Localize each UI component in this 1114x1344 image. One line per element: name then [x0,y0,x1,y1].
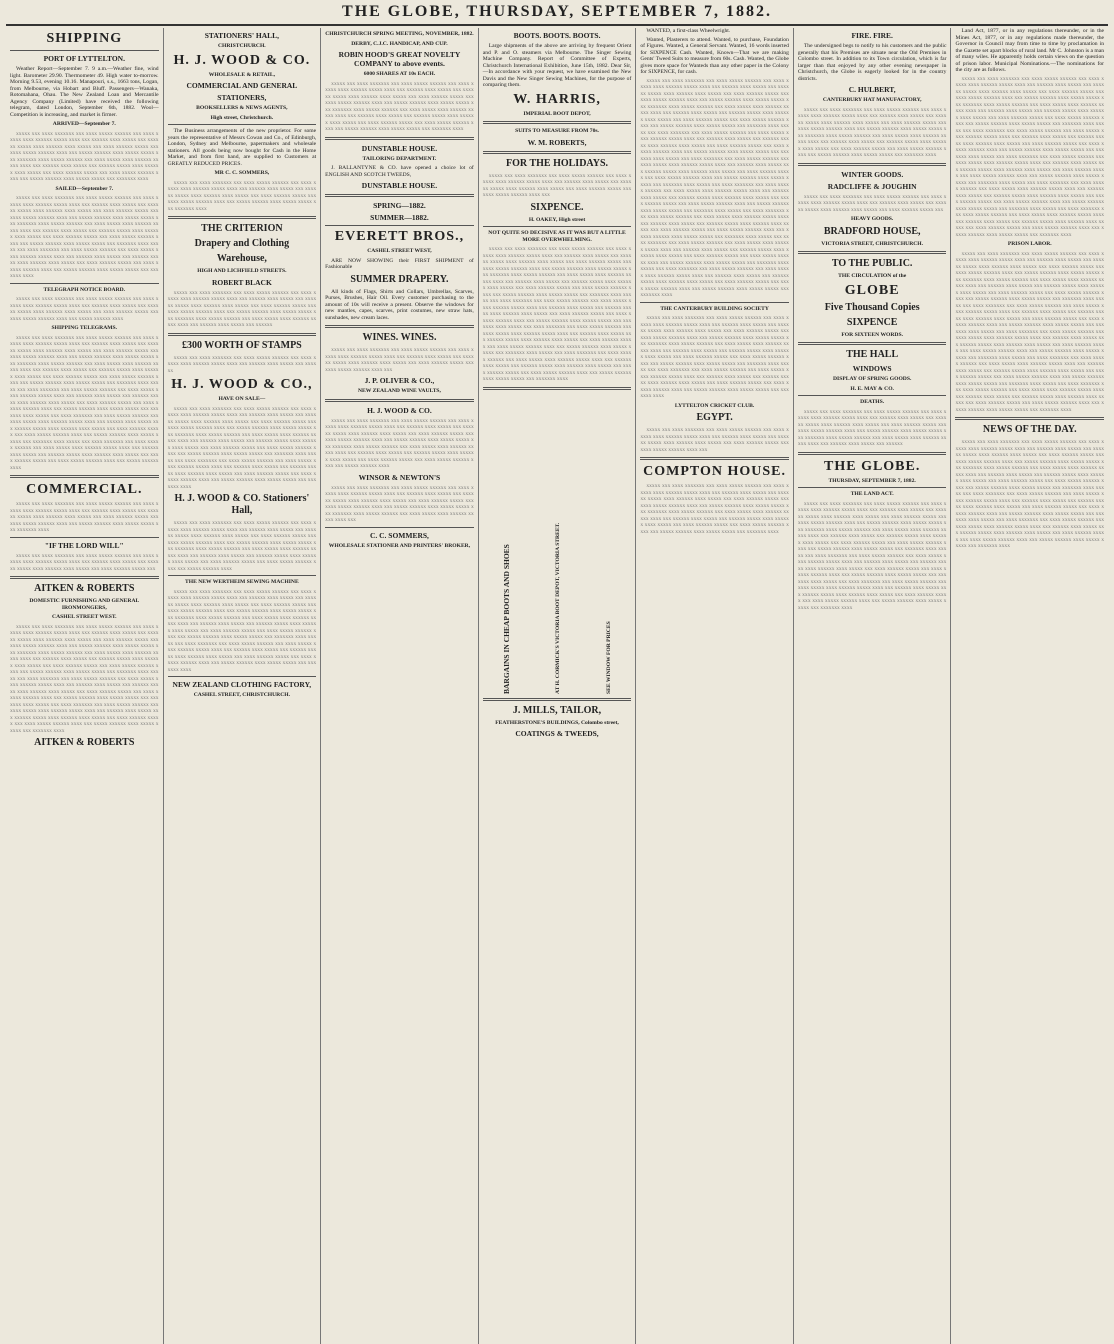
column-1: SHIPPING PORT OF LYTTELTON. Weather Report—September 7. 9 a.m.—Weather fine, wind light. Barometer 29.90. Thermometer 49. High water to-morrow. Morning 9.53, evening 10.16. Manapouri, s.s., 1663 tons, Logan, from Melbourne, via Hobart and Bluff. Passengers—Wanaka, Rotomahana, Ohau. The New Zealand Loan and Mercantile Agency Company (Limited) have received the following telegram, dated London, September 6th, 1882. Wool—Competition is increasing, and market is firmer. ARRIVED—September 7. xxxxx xxx xxxx xxxxxxx xxx xxxx xxxxx xxxxxx xxx xxxx xxxxx xxxx xxxxxx xxxxx xxxx xxx xxxxxx xxxx xxxxx xxx xxxxxx xxxxx xxxx xxxxxx xxxx xxxxx xxx xxxx xxxxxx xxxxx xxx xxxx xxxxx xxxxxx xxxx xxx xxxxx xxxxxx xxxx xxxxx xxxxx xxx xxxxxxx xxxx xxxxx xxxxxx xxx xxxx xxxxx xxxx xxxxxx xxxxx xxxx xxx xxxxxx xxxx xxxxx xxx xxxxxx xxxxx xxxx xxxxxx xxxx xxxxx xxx xxxx xxxxxx xxxxx xxx xxxx xxxxx xxxxxx xxxx xxx xxxxx xxxxxx xxxx xxxxx xxxxx xxx xxxxxxx xxxx SAILED—September 7. xxxxx xxx xxxx xxxxxxx xxx xxxx xxxxx xxxxxx xxx xxxx xxxxx xxxx xxxxxx xxxxx xxxx xxx xxxxxx xxxx xxxxx xxx xxxxxx xxxxx xxxx xxxxxx xxxx xxxxx xxx xxxx xxxxxx xxxxx xxx xxxx xxxxx xxxxxx xxxx xxx xxxxx xxxxxx xxxx xxxxx xxxxx xxx xxxxxxx xxxx xxxxx xxxxxx xxx xxxx xxxxx xxxx xxxxxx xxxxx xxxx xxx xxxxxx xxxx xxxxx xxx xxxxxx xxxxx xxxx xxxxxx xxxx xxxxx xxx xxxx xxxxxx xxxxx xxx xxxx xxxxx xxxxxx xxxx xxx xxxxx xxxxxx xxxx xxxxx xxxxx xxx xxxxxxx xxxx xxxxx xxx xxxx xxxxxxx xxx xxxx xxxxx xxxxxx xxx xxxx xxxxx xxxx xxxxxx xxxxx xxxx xxx xxxxxx xxxx xxxxx xxx xxxxxx xxxxx xxxx xxxxxx xxxx xxxxx xxx xxxx xxxxxx xxxxx xxx xxxx xxxxx xxxxxx xxxx xxx xxxxx xxxxxx xxxx xxxxx xxxxx xxx xxxxxxx xxxx TELEGRAPH NOTICE BOARD. xxxxx xxx xxxx xxxxxxx xxx xxxx xxxxx xxxxxx xxx xxxx xxxxx xxxx xxxxxx xxxxx xxxx xxx xxxxxx xxxx xxxxx xxx xxxxxx xxxxx xxxx xxxxxx xxxx xxxxx xxx xxxx xxxxxx xxxxx xxx xxxx xxxxx xxxxxx xxxx xxx xxxxx xxxxxx xxxx SHIPPING TELEGRAMS. xxxxx xxx xxxx xxxxxxx xxx xxxx xxxxx xxxxxx xxx xxxx xxxxx xxxx xxxxxx xxxxx xxxx xxx xxxxxx xxxx xxxxx xxx xxxxxx xxxxx xxxx xxxxxx xxxx xxxxx xxx xxxx xxxxxx xxxxx xxx xxxx xxxxx xxxxxx xxxx xxx xxxxx xxxxxx xxxx xxxxx xxxxx xxx xxxxxxx xxxx xxxxx xxxxxx xxx xxxx xxxxx xxxx xxxxxx xxxxx xxxx xxx xxxxxx xxxx xxxxx xxx xxxxxx xxxxx xxxx xxxxxx xxxx xxxxx xxx xxxx xxxxxx xxxxx xxx xxxx xxxxx xxxxxx xxxx xxx xxxxx xxxxxx xxxx xxxxx xxxxx xxx xxxxxxx xxxx xxxxx xxx xxxx xxxxxxx xxx xxxx xxxxx xxxxxx xxx xxxx xxxxx xxxx xxxxxx xxxxx xxxx xxx xxxxxx xxxx xxxxx xxx xxxxxx xxxxx xxxx xxxxxx xxxx xxxxx xxx xxxx xxxxxx xxxxx xxx xxxx xxxxx xxxxxx xxxx xxx xxxxx xxxxxx xxxx xxxxx xxxxx xxx xxxxxxx xxxx xxxxx xxx xxxx xxxxxxx xxx xxxx xxxxx xxxxxx xxx xxxx xxxxx xxxx xxxxxx xxxxx xxxx xxx xxxxxx xxxx xxxxx xxx xxxxxx xxxxx xxxx xxxxxx xxxx xxxxx xxx xxxx xxxxxx xxxxx xxx xxxx xxxxx xxxxxx xxxx xxx xxxxx xxxxxx xxxx xxxxx xxxxx xxx xxxxxxx xxxx xxxxx xxx xxxx xxxxxxx xxx xxxx xxxxx xxxxxx xxx xxxx xxxxx xxxx xxxxxx xxxxx xxxx xxx xxxxxx xxxx xxxxx xxx xxxxxx xxxxx xxxx xxxxxx xxxx xxxxx xxx xxxx xxxxxx xxxxx xxx xxxx xxxxx xxxxxx xxxx xxx xxxxx xxxxxx xxxx COMMERCIAL. xxxxx xxx xxxx xxxxxxx xxx xxxx xxxxx xxxxxx xxx xxxx xxxxx xxxx xxxxxx xxxxx xxxx xxx xxxxxx xxxx xxxxx xxx xxxxxx xxxxx xxxx xxxxxx xxxx xxxxx xxx xxxx xxxxxx xxxxx xxx xxxx xxxxx xxxxxx xxxx xxx xxxxx xxxxxx xxxx xxxxx xxxxx xxx xxxxxxx xxxx "IF THE LORD WILL" xxxxx xxx xxxx xxxxxxx xxx xxxx xxxxx xxxxxx xxx xxxx xxxxx xxxx xxxxxx xxxxx xxxx xxx xxxxxx xxxx xxxxx xxx xxxxxx xxxxx xxxx xxxxxx xxxx xxxxx xxx xxxx xxxxxx xxxxx xxx AITKEN & ROBERTS DOMESTIC FURNISHING AND GENERAL IRONMONGERS, CASHEL STREET WEST. xxxxx xxx xxxx xxxxxxx xxx xxxx xxxxx xxxxxx xxx xxxx xxxxx xxxx xxxxxx xxxxx xxxx xxx xxxxxx xxxx xxxxx xxx xxxxxx xxxxx xxxx xxxxxx xxxx xxxxx xxx xxxx xxxxxx xxxxx xxx xxxx xxxxx xxxxxx xxxx xxx xxxxx xxxxxx xxxx xxxxx xxxxx xxx xxxxxxx xxxx xxxxx xxxxxx xxx xxxx xxxxx xxxx xxxxxx xxxxx xxxx xxx xxxxxx xxxx xxxxx xxx xxxxxx xxxxx xxxx xxxxxx xxxx xxxxx xxx xxxx xxxxxx xxxxx xxx xxxx xxxxx xxxxxx xxxx xxx xxxxx xxxxxx xxxx xxxxx xxxxx xxx xxxxxxx xxxx xxxxx xxx xxxx xxxxxxx xxx xxxx xxxxx xxxxxx xxx xxxx xxxxx xxxx xxxxxx xxxxx xxxx xxx xxxxxx xxxx xxxxx xxx xxxxxx xxxxx xxxx xxxxxx xxxx xxxxx xxx xxxx xxxxxx xxxxx xxx xxxx xxxxx xxxxxx xxxx xxx xxxxx xxxxxx xxxx xxxxx xxxxx xxx xxxxxxx xxxx xxxxx xxx xxxx xxxxxxx xxx xxxx xxxxx xxxxxx xxx xxxx xxxxx xxxx xxxxxx xxxxx xxxx xxx xxxxxx xxxx xxxxx xxx xxxxxx xxxxx xxxx xxxxxx xxxx xxxxx xxx xxxx xxxxxx xxxxx xxx xxxx xxxxx xxxxxx xxxx xxx xxxxx xxxxxx xxxx xxxxx xxxxx xxx xxxxxxx xxxx AITKEN & ROBERTS [6,28,164,1344]
globe-date: THURSDAY, SEPTEMBER 7, 1882. [828,477,916,484]
nz-clothing-address: CASHEL STREET, CHRISTCHURCH. [193,692,290,698]
criterion-address: HIGH AND LICHFIELD STREETS. [197,268,287,274]
winter-goods-heading: WINTER GOODS. [841,169,904,179]
high-street-label: High street, Christchurch. [210,114,274,121]
masthead-title: THE GLOBE, THURSDAY, SEPTEMBER 7, 1882. [342,3,772,20]
bargains-vertical: BARGAINS IN CHEAP BOOTS AND SHOES [501,543,511,694]
prison-labor-heading: PRISON LABOR. [1007,241,1052,247]
roberts-heading: W. M. ROBERTS, [527,137,587,147]
radcliffe-heading: RADCLIFFE & JOUGHIN [827,181,917,191]
stationers-heading: STATIONERS' HALL, [204,31,280,40]
oakey-label: H. OAKEY, High street [528,216,586,223]
derby-label: DERBY, C.J.C. HANDICAP, AND CUP. [351,40,448,47]
commercial-heading: COMMERCIAL. [26,482,143,497]
drapery-label: Drapery and Clothing [194,238,290,249]
ballantyne-text: J. BALLANTYNE & CO. have opened a choice lot of ENGLISH AND SCOTCH TWEEDS, [325,165,474,178]
wines-heading: WINES. WINES. [362,332,437,343]
harris-heading: W. HARRIS, [513,91,601,107]
circulation-label: THE CIRCULATION of the [838,273,907,279]
windows-label: WINDOWS [852,364,892,373]
five-thousand-heading: Five Thousand Copies [824,301,920,313]
bradford-address: VICTORIA STREET, CHRISTCHURCH. [821,240,924,247]
spring-label: SPRING—1882. [373,201,426,210]
summer-drapery-label: SUMMER DRAPERY. [350,273,449,285]
sommers-heading: C. C. SOMMERS, [369,530,429,540]
tailoring-label: TAILORING DEPARTMENT. [362,155,437,162]
cormick-vertical: AT H. CORMICK'S VICTORIA BOOT DEPOT, VICTORIA STREET. [555,522,562,694]
sailed-heading: SAILED—September 7. [55,185,114,192]
masthead [6,0,1108,26]
winsor-heading: WINSOR & NEWTON'S [358,472,441,482]
hjwood-body: The Business arrangements of the new proprietor. For some years the representative of Messrs Cowan and Co., of Edinburgh, London, Sydney and Melbourne, papermakers and wholesale stationers. All goods being now bought for Cash in the Home Market, and from first hand, are supplied to Customers at GREATLY REDUCED PRICES. [167,128,317,167]
aitken-sub: DOMESTIC FURNISHING AND GENERAL IRONMONGERS, [29,598,140,611]
land-act-heading: THE LAND ACT. [850,491,894,497]
notquite-label: NOT QUITE SO DECISIVE AS IT WAS BUT A LITTLE MORE OVERWHELMING. [488,230,626,243]
spring-meeting-heading: CHRISTCHURCH SPRING MEETING, NOVEMBER, 1882. [325,31,474,37]
fire-body: The undersigned begs to notify to his customers and the public generally that his Premises are situate near the Old Premises in Colombo street. In addition to its Town circulation, which is far larger than that enjoyed by any other evening newspaper in Christchurch, the Globe is eagerly looked for in the country districts. [797,43,947,82]
aitken-footer: AITKEN & ROBERTS [34,737,135,748]
wanted-wheelwright: WANTED, a first-class Wheelwright. [646,28,731,34]
suits-label: SUITS TO MEASURE FROM 70s. [515,128,599,134]
hjwood-heading-3: H. J. WOOD & CO. Stationers' Hall, [174,493,310,516]
telegraph-heading: TELEGRAPH NOTICE BOARD. [43,286,126,293]
booksellers-label: BOOKSELLERS & NEWS AGENTS, [196,105,288,111]
showing-text: ARE NOW SHOWING their FIRST SHIPMENT of Fashionable [325,257,474,270]
wholesale-label: WHOLESALE & RETAIL, [208,71,275,78]
wertheim-heading: THE NEW WERTHEIM SEWING MACHINE [185,579,299,585]
news-of-day-heading: NEWS OF THE DAY. [982,424,1077,435]
everett-address: CASHEL STREET WEST, [367,248,432,254]
building-society-heading: THE CANTERBURY BUILDING SOCIETY [660,305,769,312]
column-7-body: Land Act, 1877, or in any regulations thereunder, or in the Mines Act, 1877, or in any regulations made thereunder, the Governor in Council may from time to time by proclamation in the Gazette set apart blocks of rural land. Mr C. Johnston is a man of many wiles. He apparently holds certain views on the question of prison labor. Municipal Nominations.—The nominations for the city are as follows. [955,28,1105,73]
robert-black-label: ROBERT BLACK [211,277,272,287]
may-label: H. E. MAY & CO. [850,385,894,392]
mills-heading: J. MILLS, TAILOR, [512,704,602,716]
deaths-heading: DEATHS. [860,399,885,405]
fire-heading: FIRE. FIRE. [851,31,893,40]
mills-sub: FEATHERSTONE'S BUILDINGS, Colombo street, [495,719,619,726]
hat-factory-label: CANTERBURY HAT MANUFACTORY, [822,97,922,103]
column-7: Land Act, 1877, or in any regulations thereunder, or in the Mines Act, 1877, or in any regulations made thereunder, the Governor in Council may from time to time by proclamation in the Gazette set apart blocks of rural land. Mr C. Johnston is a man of many wiles. He apparently holds certain views on the question of prison labor. Municipal Nominations.—The nominations for the city are as follows. xxxxx xxx xxxx xxxxxxx xxx xxxx xxxxx xxxxxx xxx xxxx xxxxx xxxx xxxxxx xxxxx xxxx xxx xxxxxx xxxx xxxxx xxx xxxxxx xxxxx xxxx xxxxxx xxxx xxxxx xxx xxxx xxxxxx xxxxx xxx xxxx xxxxx xxxxxx xxxx xxx xxxxx xxxxxx xxxx xxxxx xxxxx xxx xxxxxxx xxxx xxxxx xxxxxx xxx xxxx xxxxx xxxx xxxxxx xxxxx xxxx xxx xxxxxx xxxx xxxxx xxx xxxxxx xxxxx xxxx xxxxxx xxxx xxxxx xxx xxxx xxxxxx xxxxx xxx xxxx xxxxx xxxxxx xxxx xxx xxxxx xxxxxx xxxx xxxxx xxxxx xxx xxxxxxx xxxx xxxxx xxx xxxx xxxxxxx xxx xxxx xxxxx xxxxxx xxx xxxx xxxxx xxxx xxxxxx xxxxx xxxx xxx xxxxxx xxxx xxxxx xxx xxxxxx xxxxx xxxx xxxxxx xxxx xxxxx xxx xxxx xxxxxx xxxxx xxx xxxx xxxxx xxxxxx xxxx xxx xxxxx xxxxxx xxxx xxxxx xxxxx xxx xxxxxxx xxxx xxxxx xxx xxxx xxxxxxx xxx xxxx xxxxx xxxxxx xxx xxxx xxxxx xxxx xxxxxx xxxxx xxxx xxx xxxxxx xxxx xxxxx xxx xxxxxx xxxxx xxxx xxxxxx xxxx xxxxx xxx xxxx xxxxxx xxxxx xxx xxxx xxxxx xxxxxx xxxx xxx xxxxx xxxxxx xxxx xxxxx xxxxx xxx xxxxxxx xxxx xxxxx xxx xxxx xxxxxxx xxx xxxx xxxxx xxxxxx xxx xxxx xxxxx xxxx xxxxxx xxxxx xxxx xxx xxxxxx xxxx xxxxx xxx xxxxxx xxxxx xxxx xxxxxx xxxx xxxxx xxx xxxx xxxxxx xxxxx xxx xxxx xxxxx xxxxxx xxxx xxx xxxxx xxxxxx xxxx xxxxx xxxxx xxx xxxxxxx xxxx xxxxx xxx xxxx xxxxxxx xxx xxxx xxxxx xxxxxx xxx xxxx xxxxx xxxx xxxxxx xxxxx xxxx xxx xxxxxx xxxx xxxxx xxx xxxxxx xxxxx xxxx xxxxxx xxxx xxxxx xxx xxxx xxxxxx xxxxx xxx xxxx xxxxx xxxxxx xxxx xxx xxxxx xxxxxx xxxx xxxxx xxxxx xxx xxxxxxx xxxx PRISON LABOR. xxxxx xxx xxxx xxxxxxx xxx xxxx xxxxx xxxxxx xxx xxxx xxxxx xxxx xxxxxx xxxxx xxxx xxx xxxxxx xxxx xxxxx xxx xxxxxx xxxxx xxxx xxxxxx xxxx xxxxx xxx xxxx xxxxxx xxxxx xxx xxxx xxxxx xxxxxx xxxx xxx xxxxx xxxxxx xxxx xxxxx xxxxx xxx xxxxxxx xxxx xxxxx xxxxxx xxx xxxx xxxxx xxxx xxxxxx xxxxx xxxx xxx xxxxxx xxxx xxxxx xxx xxxxxx xxxxx xxxx xxxxxx xxxx xxxxx xxx xxxx xxxxxx xxxxx xxx xxxx xxxxx xxxxxx xxxx xxx xxxxx xxxxxx xxxx xxxxx xxxxx xxx xxxxxxx xxxx xxxxx xxx xxxx xxxxxxx xxx xxxx xxxxx xxxxxx xxx xxxx xxxxx xxxx xxxxxx xxxxx xxxx xxx xxxxxx xxxx xxxxx xxx xxxxxx xxxxx xxxx xxxxxx xxxx xxxxx xxx xxxx xxxxxx xxxxx xxx xxxx xxxxx xxxxxx xxxx xxx xxxxx xxxxxx xxxx xxxxx xxxxx xxx xxxxxxx xxxx xxxxx xxx xxxx xxxxxxx xxx xxxx xxxxx xxxxxx xxx xxxx xxxxx xxxx xxxxxx xxxxx xxxx xxx xxxxxx xxxx xxxxx xxx xxxxxx xxxxx xxxx xxxxxx xxxx xxxxx xxx xxxx xxxxxx xxxxx xxx xxxx xxxxx xxxxxx xxxx xxx xxxxx xxxxxx xxxx xxxxx xxxxx xxx xxxxxxx xxxx xxxxx xxx xxxx xxxxxxx xxx xxxx xxxxx xxxxxx xxx xxxx xxxxx xxxx xxxxxx xxxxx xxxx xxx xxxxxx xxxx xxxxx xxx xxxxxx xxxxx xxxx xxxxxx xxxx xxxxx xxx xxxx xxxxxx xxxxx xxx xxxx xxxxx xxxxxx xxxx xxx xxxxx xxxxxx xxxx xxxxx xxxxx xxx xxxxxxx xxxx xxxxx xxx xxxx xxxxxxx xxx xxxx xxxxx xxxxxx xxx xxxx xxxxx xxxx xxxxxx xxxxx xxxx xxx xxxxxx xxxx xxxxx xxx xxxxxx xxxxx xxxx xxxxxx xxxx xxxxx xxx xxxx xxxxxx xxxxx xxx xxxx xxxxx xxxxxx xxxx xxx xxxxx xxxxxx xxxx xxxxx xxxxx xxx xxxxxxx xxxx NEWS OF THE DAY. xxxxx xxx xxxx xxxxxxx xxx xxxx xxxxx xxxxxx xxx xxxx xxxxx xxxx xxxxxx xxxxx xxxx xxx xxxxxx xxxx xxxxx xxx xxxxxx xxxxx xxxx xxxxxx xxxx xxxxx xxx xxxx xxxxxx xxxxx xxx xxxx xxxxx xxxxxx xxxx xxx xxxxx xxxxxx xxxx xxxxx xxxxx xxx xxxxxxx xxxx xxxxx xxxxxx xxx xxxx xxxxx xxxx xxxxxx xxxxx xxxx xxx xxxxxx xxxx xxxxx xxx xxxxxx xxxxx xxxx xxxxxx xxxx xxxxx xxx xxxx xxxxxx xxxxx xxx xxxx xxxxx xxxxxx xxxx xxx xxxxx xxxxxx xxxx xxxxx xxxxx xxx xxxxxxx xxxx xxxxx xxx xxxx xxxxxxx xxx xxxx xxxxx xxxxxx xxx xxxx xxxxx xxxx xxxxxx xxxxx xxxx xxx xxxxxx xxxx xxxxx xxx xxxxxx xxxxx xxxx xxxxxx xxxx xxxxx xxx xxxx xxxxxx xxxxx xxx xxxx xxxxx xxxxxx xxxx xxx xxxxx xxxxxx xxxx xxxxx xxxxx xxx xxxxxxx xxxx xxxxx xxx xxxx xxxxxxx xxx xxxx xxxxx xxxxxx xxx xxxx xxxxx xxxx xxxxxx xxxxx xxxx xxx xxxxxx xxxx xxxxx xxx xxxxxx xxxxx xxxx xxxxxx xxxx xxxxx xxx xxxx xxxxxx xxxxx xxx xxxx xxxxx xxxxxx xxxx xxx xxxxx xxxxxx xxxx xxxxx xxxxx xxx xxxxxxx xxxx [955,28,1105,549]
hjwood-heading: H. J. WOOD & CO. [173,52,311,68]
coatings-label: COATINGS & TWEEDS, [515,729,599,738]
oliver-heading: J. P. OLIVER & CO., [364,376,435,385]
lord-will-heading: "IF THE LORD WILL" [44,540,124,550]
egypt-heading: EGYPT. [696,412,733,423]
stationers-label: STATIONERS, [217,93,267,102]
wanted-body: Wanted, Plasterers to attend. Wanted, to purchase, Foundation of Figures. Wanted, a General Servant. Wanted, 16 words inserted for SIXPENCE Cash. Wanted, Known—That we are making Gents' Tweed Suits to measure from 60s. Cash. Wanted, the Globe gives more space for Wanteds than any other paper in the Colony for SIXPENCE, for cash. [640,36,789,75]
sixpence-heading: SIXPENCE. [530,201,584,213]
heavy-goods-label: HEAVY GOODS. [851,216,894,222]
arrived-heading: ARRIVED—September 7. [52,121,116,127]
sommers-sub: WHOLESALE STATIONER AND PRINTERS' BROKER, [328,542,471,549]
hjwood-heading-2: H. J. WOOD & CO., [171,377,313,392]
column-3: CHRISTCHURCH SPRING MEETING, NOVEMBER, 1882. DERBY, C.J.C. HANDICAP, AND CUP. ROBIN HOOD'S GREAT NOVELTY COMPANY to above events. 6000 SHARES AT 10s EACH. xxxxx xxx xxxx xxxxxxx xxx xxxx xxxxx xxxxxx xxx xxxx xxxxx xxxx xxxxxx xxxxx xxxx xxx xxxxxx xxxx xxxxx xxx xxxxxx xxxxx xxxx xxxxxx xxxx xxxxx xxx xxxx xxxxxx xxxxx xxx xxxx xxxxx xxxxxx xxxx xxx xxxxx xxxxxx xxxx xxxxx xxxxx xxx xxxxxxx xxxx xxxxx xxxxxx xxx xxxx xxxxx xxxx xxxxxx xxxxx xxxx xxx xxxxxx xxxx xxxxx xxx xxxxxx xxxxx xxxx xxxxxx xxxx xxxxx xxx xxxx xxxxxx xxxxx xxx xxxx xxxxx xxxxxx xxxx xxx xxxxx xxxxxx xxxx xxxxx xxxxx xxx xxxxxxx xxxx DUNSTABLE HOUSE. TAILORING DEPARTMENT. J. BALLANTYNE & CO. have opened a choice lot of ENGLISH AND SCOTCH TWEEDS, DUNSTABLE HOUSE. SPRING—1882. SUMMER—1882. EVERETT BROS., CASHEL STREET WEST, ARE NOW SHOWING their FIRST SHIPMENT of Fashionable SUMMER DRAPERY. All kinds of Flags, Shirts and Collars, Umbrellas, Scarves, Purses, Brushes, Hair Oil. Every customer purchasing to the amount of 10s will receive a present. Observe the windows for new mantles, capes, scarves, print costumes, new straw hats, sunshades, new cream laces. WINES. WINES. xxxxx xxx xxxx xxxxxxx xxx xxxx xxxxx xxxxxx xxx xxxx xxxxx xxxx xxxxxx xxxxx xxxx xxx xxxxxx xxxx xxxxx xxx xxxxxx xxxxx xxxx xxxxxx xxxx xxxxx xxx xxxx xxxxxx xxxxx xxx xxxx xxxxx xxxxxx xxxx xxx J. P. OLIVER & CO., NEW ZEALAND WINE VAULTS, H. J. WOOD & CO. xxxxx xxx xxxx xxxxxxx xxx xxxx xxxxx xxxxxx xxx xxxx xxxxx xxxx xxxxxx xxxxx xxxx xxx xxxxxx xxxx xxxxx xxx xxxxxx xxxxx xxxx xxxxxx xxxx xxxxx xxx xxxx xxxxxx xxxxx xxx xxxx xxxxx xxxxxx xxxx xxx xxxxx xxxxxx xxxx xxxxx xxxxx xxx xxxxxxx xxxx xxxxx xxxxxx xxx xxxx xxxxx xxxx xxxxxx xxxxx xxxx xxx xxxxxx xxxx xxxxx xxx xxxxxx xxxxx xxxx xxxxxx xxxx xxxxx xxx xxxx xxxxxx xxxxx xxx xxxx xxxxx xxxxxx xxxx xxx xxxxx xxxxxx xxxx WINSOR & NEWTON'S xxxxx xxx xxxx xxxxxxx xxx xxxx xxxxx xxxxxx xxx xxxx xxxxx xxxx xxxxxx xxxxx xxxx xxx xxxxxx xxxx xxxxx xxx xxxxxx xxxxx xxxx xxxxxx xxxx xxxxx xxx xxxx xxxxxx xxxxx xxx xxxx xxxxx xxxxxx xxxx xxx xxxxx xxxxxx xxxx xxxxx xxxxx xxx xxxxxxx xxxx xxxxx xxxxxx xxx xxxx xxxxx xxxx xxxxxx xxxxx xxxx xxx C. C. SOMMERS, WHOLESALE STATIONER AND PRINTERS' BROKER, [321,28,479,1344]
for-words-label: FOR SIXTEEN WORDS. [841,331,903,338]
boots-heading: BOOTS. BOOTS. BOOTS. [513,31,601,40]
sixpence-label: SIXPENCE [846,316,898,328]
shares-label: 6000 SHARES AT 10s EACH. [363,71,436,77]
display-label: DISPLAY OF SPRING GOODS. [833,376,912,382]
column-4: BOOTS. BOOTS. BOOTS. Large shipments of the above are arriving by frequent Orient and P. and O. steamers via Melbourne. The Singer Sewing Machine Company. Report of Committee of Experts, Christchurch International Exhibition, June 15th, 1882. Dear Sir,—In accordance with your request, we have examined the New Davis and the New Singer Sewing Machines, for the purpose of comparing them. W. HARRIS, IMPERIAL BOOT DEPOT, SUITS TO MEASURE FROM 70s. W. M. ROBERTS, FOR THE HOLIDAYS. xxxxx xxx xxxx xxxxxxx xxx xxxx xxxxx xxxxxx xxx xxxx xxxxx xxxx xxxxxx xxxxx xxxx xxx xxxxxx xxxx xxxxx xxx xxxxxx xxxxx xxxx xxxxxx xxxx xxxxx xxx xxxx xxxxxx xxxxx xxx xxxx xxxxx xxxxxx xxxx xxx SIXPENCE. H. OAKEY, High street NOT QUITE SO DECISIVE AS IT WAS BUT A LITTLE MORE OVERWHELMING. xxxxx xxx xxxx xxxxxxx xxx xxxx xxxxx xxxxxx xxx xxxx xxxxx xxxx xxxxxx xxxxx xxxx xxx xxxxxx xxxx xxxxx xxx xxxxxx xxxxx xxxx xxxxxx xxxx xxxxx xxx xxxx xxxxxx xxxxx xxx xxxx xxxxx xxxxxx xxxx xxx xxxxx xxxxxx xxxx xxxxx xxxxx xxx xxxxxxx xxxx xxxxx xxxxxx xxx xxxx xxxxx xxxx xxxxxx xxxxx xxxx xxx xxxxxx xxxx xxxxx xxx xxxxxx xxxxx xxxx xxxxxx xxxx xxxxx xxx xxxx xxxxxx xxxxx xxx xxxx xxxxx xxxxxx xxxx xxx xxxxx xxxxxx xxxx xxxxx xxxxx xxx xxxxxxx xxxx xxxxx xxx xxxx xxxxxxx xxx xxxx xxxxx xxxxxx xxx xxxx xxxxx xxxx xxxxxx xxxxx xxxx xxx xxxxxx xxxx xxxxx xxx xxxxxx xxxxx xxxx xxxxxx xxxx xxxxx xxx xxxx xxxxxx xxxxx xxx xxxx xxxxx xxxxxx xxxx xxx xxxxx xxxxxx xxxx xxxxx xxxxx xxx xxxxxxx xxxx xxxxx xxx xxxx xxxxxxx xxx xxxx xxxxx xxxxxx xxx xxxx xxxxx xxxx xxxxxx xxxxx xxxx xxx xxxxxx xxxx xxxxx xxx xxxxxx xxxxx xxxx xxxxxx xxxx xxxxx xxx xxxx xxxxxx xxxxx xxx xxxx xxxxx xxxxxx xxxx xxx xxxxx xxxxxx xxxx xxxxx xxxxx xxx xxxxxxx xxxx xxxxx xxx xxxx xxxxxxx xxx xxxx xxxxx xxxxxx xxx xxxx xxxxx xxxx xxxxxx xxxxx xxxx xxx xxxxxx xxxx xxxxx xxx xxxxxx xxxxx xxxx xxxxxx xxxx xxxxx xxx xxxx xxxxxx xxxxx xxx xxxx xxxxx xxxxxx xxxx xxx xxxxx xxxxxx xxxx xxxxx xxxxx xxx xxxxxxx xxxx BARGAINS IN CHEAP BOOTS AND SHOES AT H. CORMICK'S VICTORIA BOOT DEPOT, VICTORIA STREET. SEE WINDOW FOR PRICES J. MILLS, TAILOR, FEATHERSTONE'S BUILDINGS, Colombo street, COATINGS & TWEEDS, [479,28,637,1344]
stamps-heading: £300 WORTH OF STAMPS [181,339,302,351]
column-5: WANTED, a first-class Wheelwright. Wanted, Plasterers to attend. Wanted, to purchase, Foundation of Figures. Wanted, a General Servant. Wanted, 16 words inserted for SIXPENCE Cash. Wanted, Known—That we are making Gents' Tweed Suits to measure from 60s. Cash. Wanted, the Globe gives more space for Wanteds than any other paper in the Colony for SIXPENCE, for cash. xxxxx xxx xxxx xxxxxxx xxx xxxx xxxxx xxxxxx xxx xxxx xxxxx xxxx xxxxxx xxxxx xxxx xxx xxxxxx xxxx xxxxx xxx xxxxxx xxxxx xxxx xxxxxx xxxx xxxxx xxx xxxx xxxxxx xxxxx xxx xxxx xxxxx xxxxxx xxxx xxx xxxxx xxxxxx xxxx xxxxx xxxxx xxx xxxxxxx xxxx xxxxx xxxxxx xxx xxxx xxxxx xxxx xxxxxx xxxxx xxxx xxx xxxxxx xxxx xxxxx xxx xxxxxx xxxxx xxxx xxxxxx xxxx xxxxx xxx xxxx xxxxxx xxxxx xxx xxxx xxxxx xxxxxx xxxx xxx xxxxx xxxxxx xxxx xxxxx xxxxx xxx xxxxxxx xxxx xxxxx xxx xxxx xxxxxxx xxx xxxx xxxxx xxxxxx xxx xxxx xxxxx xxxx xxxxxx xxxxx xxxx xxx xxxxxx xxxx xxxxx xxx xxxxxx xxxxx xxxx xxxxxx xxxx xxxxx xxx xxxx xxxxxx xxxxx xxx xxxx xxxxx xxxxxx xxxx xxx xxxxx xxxxxx xxxx xxxxx xxxxx xxx xxxxxxx xxxx xxxxx xxx xxxx xxxxxxx xxx xxxx xxxxx xxxxxx xxx xxxx xxxxx xxxx xxxxxx xxxxx xxxx xxx xxxxxx xxxx xxxxx xxx xxxxxx xxxxx xxxx xxxxxx xxxx xxxxx xxx xxxx xxxxxx xxxxx xxx xxxx xxxxx xxxxxx xxxx xxx xxxxx xxxxxx xxxx xxxxx xxxxx xxx xxxxxxx xxxx xxxxx xxx xxxx xxxxxxx xxx xxxx xxxxx xxxxxx xxx xxxx xxxxx xxxx xxxxxx xxxxx xxxx xxx xxxxxx xxxx xxxxx xxx xxxxxx xxxxx xxxx xxxxxx xxxx xxxxx xxx xxxx xxxxxx xxxxx xxx xxxx xxxxx xxxxxx xxxx xxx xxxxx xxxxxx xxxx xxxxx xxxxx xxx xxxxxxx xxxx xxxxx xxx xxxx xxxxxxx xxx xxxx xxxxx xxxxxx xxx xxxx xxxxx xxxx xxxxxx xxxxx xxxx xxx xxxxxx xxxx xxxxx xxx xxxxxx xxxxx xxxx xxxxxx xxxx xxxxx xxx xxxx xxxxxx xxxxx xxx xxxx xxxxx xxxxxx xxxx xxx xxxxx xxxxxx xxxx xxxxx xxxxx xxx xxxxxxx xxxx xxxxx xxx xxxx xxxxxxx xxx xxxx xxxxx xxxxxx xxx xxxx xxxxx xxxx xxxxxx xxxxx xxxx xxx xxxxxx xxxx xxxxx xxx xxxxxx xxxxx xxxx xxxxxx xxxx xxxxx xxx xxxx xxxxxx xxxxx xxx xxxx xxxxx xxxxxx xxxx xxx xxxxx xxxxxx xxxx xxxxx xxxxx xxx xxxxxxx xxxx xxxxx xxx xxxx xxxxxxx xxx xxxx xxxxx xxxxxx xxx xxxx xxxxx xxxx xxxxxx xxxxx xxxx xxx xxxxxx xxxx xxxxx xxx xxxxxx xxxxx xxxx xxxxxx xxxx xxxxx xxx xxxx xxxxxx xxxxx xxx xxxx xxxxx xxxxxx xxxx xxx xxxxx xxxxxx xxxx xxxxx xxxxx xxx xxxxxxx xxxx THE CANTERBURY BUILDING SOCIETY xxxxx xxx xxxx xxxxxxx xxx xxxx xxxxx xxxxxx xxx xxxx xxxxx xxxx xxxxxx xxxxx xxxx xxx xxxxxx xxxx xxxxx xxx xxxxxx xxxxx xxxx xxxxxx xxxx xxxxx xxx xxxx xxxxxx xxxxx xxx xxxx xxxxx xxxxxx xxxx xxx xxxxx xxxxxx xxxx xxxxx xxxxx xxx xxxxxxx xxxx xxxxx xxxxxx xxx xxxx xxxxx xxxx xxxxxx xxxxx xxxx xxx xxxxxx xxxx xxxxx xxx xxxxxx xxxxx xxxx xxxxxx xxxx xxxxx xxx xxxx xxxxxx xxxxx xxx xxxx xxxxx xxxxxx xxxx xxx xxxxx xxxxxx xxxx xxxxx xxxxx xxx xxxxxxx xxxx xxxxx xxx xxxx xxxxxxx xxx xxxx xxxxx xxxxxx xxx xxxx xxxxx xxxx xxxxxx xxxxx xxxx xxx xxxxxx xxxx xxxxx xxx xxxxxx xxxxx xxxx xxxxxx xxxx xxxxx xxx xxxx xxxxxx xxxxx xxx xxxx xxxxx xxxxxx xxxx xxx xxxxx xxxxxx xxxx xxxxx xxxxx xxx xxxxxxx xxxx LYTTELTON CRICKET CLUB. EGYPT. xxxxx xxx xxxx xxxxxxx xxx xxxx xxxxx xxxxxx xxx xxxx xxxxx xxxx xxxxxx xxxxx xxxx xxx xxxxxx xxxx xxxxx xxx xxxxxx xxxxx xxxx xxxxxx xxxx xxxxx xxx xxxx xxxxxx xxxxx xxx xxxx xxxxx xxxxxx xxxx xxx COMPTON HOUSE. xxxxx xxx xxxx xxxxxxx xxx xxxx xxxxx xxxxxx xxx xxxx xxxxx xxxx xxxxxx xxxxx xxxx xxx xxxxxx xxxx xxxxx xxx xxxxxx xxxxx xxxx xxxxxx xxxx xxxxx xxx xxxx xxxxxx xxxxx xxx xxxx xxxxx xxxxxx xxxx xxx xxxxx xxxxxx xxxx xxxxx xxxxx xxx xxxxxxx xxxx xxxxx xxxxxx xxx xxxx xxxxx xxxx xxxxxx xxxxx xxxx xxx xxxxxx xxxx xxxxx xxx xxxxxx xxxxx xxxx xxxxxx xxxx xxxxx xxx xxxx xxxxxx xxxxx xxx xxxx xxxxx xxxxxx xxxx xxx xxxxx xxxxxx xxxx xxxxx xxxxx xxx xxxxxxx xxxx [636,28,794,1344]
globe-label: GLOBE [844,282,900,298]
shipping-body: Weather Report—September 7. 9 a.m.—Weather fine, wind light. Barometer 29.90. Thermometer 49. High water to-morrow. Morning 9.53, evening 10.16. Manapouri, s.s., 1663 tons, Logan, from Melbourne, via Hobart and Bluff. Passengers—Wanaka, Rotomahana, Ohau. The New Zealand Loan and Mercantile Agency Company (Limited) have received the following telegram, dated London, September 6th, 1882. Wool—Competition is increasing, and market is firmer. [10,66,159,118]
criterion-heading: THE CRITERION [201,223,283,234]
globe-masthead: THE GLOBE. [824,458,921,474]
cricket-heading: LYTTELTON CRICKET CLUB. [674,402,755,409]
to-public-heading: TO THE PUBLIC. [831,258,913,269]
shipping-heading: SHIPPING [46,31,123,46]
christchurch-label: CHRISTCHURCH. [218,43,266,49]
dunstable-heading-2: DUNSTABLE HOUSE. [361,181,438,190]
port-heading: PORT OF LYTTELTON. [43,54,125,63]
warehouse-label: Warehouse, [216,253,267,264]
imperial-label: IMPERIAL BOOT DEPOT, [523,110,591,117]
hjwood-accounts-heading: H. J. WOOD & CO. [367,405,432,415]
compton-heading: COMPTON HOUSE. [643,464,787,479]
everett-body: All kinds of Flags, Shirts and Collars, Umbrellas, Scarves, Purses, Brushes, Hair Oil. Every customer purchasing to the amount of 10s will receive a present. Observe the windows for new mantles, capes, scarves, print costumes, new straw hats, sunshades, new cream laces. [325,288,474,321]
aitken-heading: AITKEN & ROBERTS [34,583,135,594]
commercial-general-label: COMMERCIAL AND GENERAL [186,81,298,90]
holidays-heading: FOR THE HOLIDAYS. [506,157,609,169]
column-2: STATIONERS' HALL, CHRISTCHURCH. H. J. WOOD & CO. WHOLESALE & RETAIL, COMMERCIAL AND GENERAL STATIONERS, BOOKSELLERS & NEWS AGENTS, High street, Christchurch. The Business arrangements of the new proprietor. For some years the representative of Messrs Cowan and Co., of Edinburgh, London, Sydney and Melbourne, papermakers and wholesale stationers. All goods being now bought for Cash in the Home Market, and from first hand, are supplied to Customers at GREATLY REDUCED PRICES. MR C. C. SOMMERS, xxxxx xxx xxxx xxxxxxx xxx xxxx xxxxx xxxxxx xxx xxxx xxxxx xxxx xxxxxx xxxxx xxxx xxx xxxxxx xxxx xxxxx xxx xxxxxx xxxxx xxxx xxxxxx xxxx xxxxx xxx xxxx xxxxxx xxxxx xxx xxxx xxxxx xxxxxx xxxx xxx xxxxx xxxxxx xxxx xxxxx xxxxx xxx xxxxxxx xxxx THE CRITERION Drapery and Clothing Warehouse, HIGH AND LICHFIELD STREETS. ROBERT BLACK xxxxx xxx xxxx xxxxxxx xxx xxxx xxxxx xxxxxx xxx xxxx xxxxx xxxx xxxxxx xxxxx xxxx xxx xxxxxx xxxx xxxxx xxx xxxxxx xxxxx xxxx xxxxxx xxxx xxxxx xxx xxxx xxxxxx xxxxx xxx xxxx xxxxx xxxxxx xxxx xxx xxxxx xxxxxx xxxx xxxxx xxxxx xxx xxxxxxx xxxx xxxxx xxxxxx xxx xxxx xxxxx xxxx xxxxxx xxxxx xxxx xxx xxxxxx xxxx xxxxx xxx xxxxxx £300 WORTH OF STAMPS xxxxx xxx xxxx xxxxxxx xxx xxxx xxxxx xxxxxx xxx xxxx xxxxx xxxx xxxxxx xxxxx xxxx xxx xxxxxx xxxx xxxxx xxx xxxxxx H. J. WOOD & CO., HAVE ON SALE— xxxxx xxx xxxx xxxxxxx xxx xxxx xxxxx xxxxxx xxx xxxx xxxxx xxxx xxxxxx xxxxx xxxx xxx xxxxxx xxxx xxxxx xxx xxxxxx xxxxx xxxx xxxxxx xxxx xxxxx xxx xxxx xxxxxx xxxxx xxx xxxx xxxxx xxxxxx xxxx xxx xxxxx xxxxxx xxxx xxxxx xxxxx xxx xxxxxxx xxxx xxxxx xxxxxx xxx xxxx xxxxx xxxx xxxxxx xxxxx xxxx xxx xxxxxx xxxx xxxxx xxx xxxxxx xxxxx xxxx xxxxxx xxxx xxxxx xxx xxxx xxxxxx xxxxx xxx xxxx xxxxx xxxxxx xxxx xxx xxxxx xxxxxx xxxx xxxxx xxxxx xxx xxxxxxx xxxx xxxxx xxx xxxx xxxxxxx xxx xxxx xxxxx xxxxxx xxx xxxx xxxxx xxxx xxxxxx xxxxx xxxx xxx xxxxxx xxxx xxxxx xxx xxxxxx xxxxx xxxx xxxxxx xxxx xxxxx xxx xxxx xxxxxx xxxxx xxx xxxx xxxxx xxxxxx xxxx xxx xxxxx xxxxxx xxxx xxxxx xxxxx xxx xxxxxxx xxxx H. J. WOOD & CO. Stationers' Hall, xxxxx xxx xxxx xxxxxxx xxx xxxx xxxxx xxxxxx xxx xxxx xxxxx xxxx xxxxxx xxxxx xxxx xxx xxxxxx xxxx xxxxx xxx xxxxxx xxxxx xxxx xxxxxx xxxx xxxxx xxx xxxx xxxxxx xxxxx xxx xxxx xxxxx xxxxxx xxxx xxx xxxxx xxxxxx xxxx xxxxx xxxxx xxx xxxxxxx xxxx xxxxx xxxxxx xxx xxxx xxxxx xxxx xxxxxx xxxxx xxxx xxx xxxxxx xxxx xxxxx xxx xxxxxx xxxxx xxxx xxxxxx xxxx xxxxx xxx xxxx xxxxxx xxxxx xxx xxxx xxxxx xxxxxx xxxx xxx xxxxx xxxxxx xxxx THE NEW WERTHEIM SEWING MACHINE xxxxx xxx xxxx xxxxxxx xxx xxxx xxxxx xxxxxx xxx xxxx xxxxx xxxx xxxxxx xxxxx xxxx xxx xxxxxx xxxx xxxxx xxx xxxxxx xxxxx xxxx xxxxxx xxxx xxxxx xxx xxxx xxxxxx xxxxx xxx xxxx xxxxx xxxxxx xxxx xxx xxxxx xxxxxx xxxx xxxxx xxxxx xxx xxxxxxx xxxx xxxxx xxxxxx xxx xxxx xxxxx xxxx xxxxxx xxxxx xxxx xxx xxxxxx xxxx xxxxx xxx xxxxxx xxxxx xxxx xxxxxx xxxx xxxxx xxx xxxx xxxxxx xxxxx xxx xxxx xxxxx xxxxxx xxxx xxx xxxxx xxxxxx xxxx xxxxx xxxxx xxx xxxxxxx xxxx xxxxx xxx xxxx xxxxxxx xxx xxxx xxxxx xxxxxx xxx xxxx xxxxx xxxx xxxxxx xxxxx xxxx xxx xxxxxx xxxx xxxxx xxx xxxxxx xxxxx xxxx xxxxxx xxxx xxxxx xxx xxxx xxxxxx xxxxx xxx xxxx xxxxx xxxxxx xxxx xxx xxxxx xxxxxx xxxx xxxxx xxxxx xxx xxxxxxx xxxx NEW ZEALAND CLOTHING FACTORY, CASHEL STREET, CHRISTCHURCH. [164,28,322,1344]
summer-label: SUMMER—1882. [370,213,429,222]
boots-body: Large shipments of the above are arriving by frequent Orient and P. and O. steamers via Melbourne. The Singer Sewing Machine Company. Report of Committee of Experts, Christchurch International Exhibition, June 15th, 1882. Dear Sir,—In accordance with your request, we have examined the New Davis and the New Singer Sewing Machines, for the purpose of comparing them. [482,43,632,88]
hall-heading: THE HALL [846,349,899,360]
hulbert-heading: C. HULBERT, [848,85,896,94]
sommers-label: MR C. C. SOMMERS, [214,170,270,176]
bargains-block [483,394,632,694]
bradford-heading: BRADFORD HOUSE, [823,225,921,237]
filler-text: xxxxx xxx xxxx xxxxxxx xxx xxxx xxxxx xxxxxx xxx xxxx xxxxx xxxx xxxxxx xxxxx xxxx xxx xxxxxx xxxx xxxxx xxx xxxxxx xxxxx xxxx xxxxxx xxxx xxxxx xxx xxxx xxxxxx xxxxx xxx xxxx xxxxx xxxxxx xxxx xxx xxxxx xxxxxx xxxx xxxxx xxxxx xxx xxxxxxx xxxx xxxxx xxxxxx xxx xxxx xxxxx xxxx xxxxxx xxxxx xxxx xxx xxxxxx xxxx xxxxx xxx xxxxxx xxxxx xxxx xxxxxx xxxx xxxxx xxx xxxx xxxxxx xxxxx xxx xxxx xxxxx xxxxxx xxxx xxx xxxxx xxxxxx xxxx xxxxx xxxxx xxx xxxxxxx xxxx [10,130,159,182]
window-vertical: SEE WINDOW FOR PRICES [605,620,612,694]
everett-heading: EVERETT BROS., [334,229,465,244]
oliver-sub: NEW ZEALAND WINE VAULTS, [357,388,441,394]
column-6: FIRE. FIRE. The undersigned begs to notify to his customers and the public generally that his Premises are situate near the Old Premises in Colombo street. In addition to its Town circulation, which is far larger than that enjoyed by any other evening newspaper in Christchurch, the Globe is eagerly looked for in the country districts. C. HULBERT, CANTERBURY HAT MANUFACTORY, xxxxx xxx xxxx xxxxxxx xxx xxxx xxxxx xxxxxx xxx xxxx xxxxx xxxx xxxxxx xxxxx xxxx xxx xxxxxx xxxx xxxxx xxx xxxxxx xxxxx xxxx xxxxxx xxxx xxxxx xxx xxxx xxxxxx xxxxx xxx xxxx xxxxx xxxxxx xxxx xxx xxxxx xxxxxx xxxx xxxxx xxxxx xxx xxxxxxx xxxx xxxxx xxxxxx xxx xxxx xxxxx xxxx xxxxxx xxxxx xxxx xxx xxxxxx xxxx xxxxx xxx xxxxxx xxxxx xxxx xxxxxx xxxx xxxxx xxx xxxx xxxxxx xxxxx xxx xxxx xxxxx xxxxxx xxxx xxx xxxxx xxxxxx xxxx xxxxx xxxxx xxx xxxxxxx xxxx WINTER GOODS. RADCLIFFE & JOUGHIN xxxxx xxx xxxx xxxxxxx xxx xxxx xxxxx xxxxxx xxx xxxx xxxxx xxxx xxxxxx xxxxx xxxx xxx xxxxxx xxxx xxxxx xxx xxxxxx xxxxx xxxx xxxxxx xxxx xxxxx xxx xxxx xxxxxx xxxxx xxx HEAVY GOODS. BRADFORD HOUSE, VICTORIA STREET, CHRISTCHURCH. TO THE PUBLIC. THE CIRCULATION of the GLOBE Five Thousand Copies SIXPENCE FOR SIXTEEN WORDS. THE HALL WINDOWS DISPLAY OF SPRING GOODS. H. E. MAY & CO. DEATHS. xxxxx xxx xxxx xxxxxxx xxx xxxx xxxxx xxxxxx xxx xxxx xxxxx xxxx xxxxxx xxxxx xxxx xxx xxxxxx xxxx xxxxx xxx xxxxxx xxxxx xxxx xxxxxx xxxx xxxxx xxx xxxx xxxxxx xxxxx xxx xxxx xxxxx xxxxxx xxxx xxx xxxxx xxxxxx xxxx xxxxx xxxxx xxx xxxxxxx xxxx xxxxx xxxxxx xxx xxxx xxxxx xxxx xxxxxx xxxxx xxxx xxx xxxxxx xxxx xxxxx xxx xxxxxx THE GLOBE. THURSDAY, SEPTEMBER 7, 1882. THE LAND ACT. xxxxx xxx xxxx xxxxxxx xxx xxxx xxxxx xxxxxx xxx xxxx xxxxx xxxx xxxxxx xxxxx xxxx xxx xxxxxx xxxx xxxxx xxx xxxxxx xxxxx xxxx xxxxxx xxxx xxxxx xxx xxxx xxxxxx xxxxx xxx xxxx xxxxx xxxxxx xxxx xxx xxxxx xxxxxx xxxx xxxxx xxxxx xxx xxxxxxx xxxx xxxxx xxxxxx xxx xxxx xxxxx xxxx xxxxxx xxxxx xxxx xxx xxxxxx xxxx xxxxx xxx xxxxxx xxxxx xxxx xxxxxx xxxx xxxxx xxx xxxx xxxxxx xxxxx xxx xxxx xxxxx xxxxxx xxxx xxx xxxxx xxxxxx xxxx xxxxx xxxxx xxx xxxxxxx xxxx xxxxx xxx xxxx xxxxxxx xxx xxxx xxxxx xxxxxx xxx xxxx xxxxx xxxx xxxxxx xxxxx xxxx xxx xxxxxx xxxx xxxxx xxx xxxxxx xxxxx xxxx xxxxxx xxxx xxxxx xxx xxxx xxxxxx xxxxx xxx xxxx xxxxx xxxxxx xxxx xxx xxxxx xxxxxx xxxx xxxxx xxxxx xxx xxxxxxx xxxx xxxxx xxx xxxx xxxxxxx xxx xxxx xxxxx xxxxxx xxx xxxx xxxxx xxxx xxxxxx xxxxx xxxx xxx xxxxxx xxxx xxxxx xxx xxxxxx xxxxx xxxx xxxxxx xxxx xxxxx xxx xxxx xxxxxx xxxxx xxx xxxx xxxxx xxxxxx xxxx xxx xxxxx xxxxxx xxxx xxxxx xxxxx xxx xxxxxxx xxxx [794,28,952,1344]
shipping-telegrams-heading: SHIPPING TELEGRAMS. [51,325,118,331]
nz-clothing-heading: NEW ZEALAND CLOTHING FACTORY, [172,680,312,689]
have-on-sale-label: HAVE ON SALE— [218,396,266,402]
robin-hood-label: ROBIN HOOD'S GREAT NOVELTY COMPANY to above events. [338,50,461,68]
dunstable-heading: DUNSTABLE HOUSE. [361,143,438,153]
aitken-addr: CASHEL STREET WEST. [52,614,117,620]
